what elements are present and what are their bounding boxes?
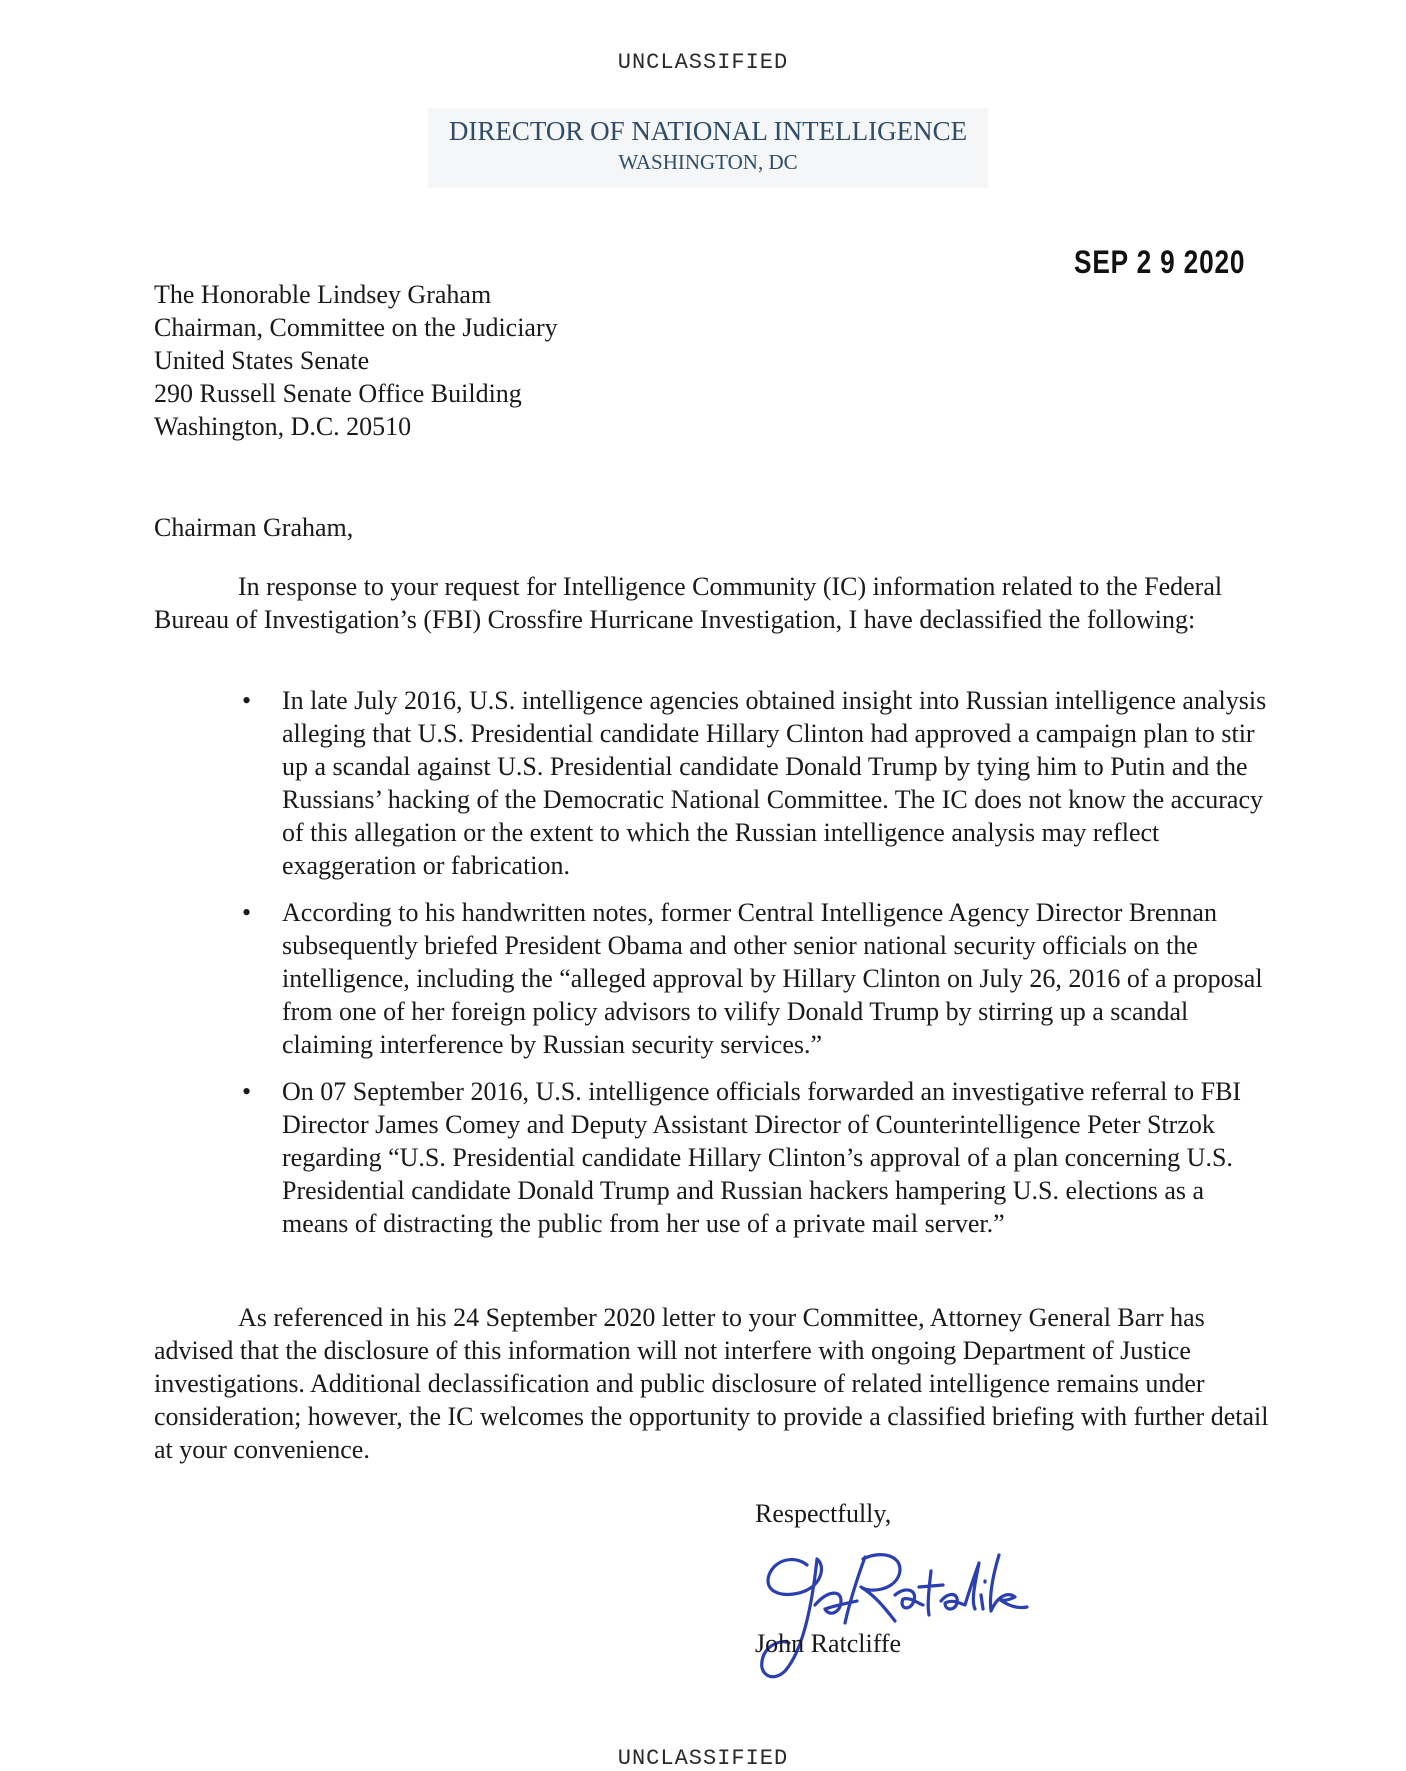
date-stamp: SEP 2 9 2020: [1074, 244, 1246, 280]
bullet-icon: •: [242, 1077, 252, 1106]
addressee-line: United States Senate: [154, 346, 370, 375]
closing-paragraph: As referenced in his 24 September 2020 letter to your Committee, Attorney General Barr has advised that the disclosure of this information will not interfere with ongoing Department of Justice investigations. Additional declassification and public disclosure of related intelligence remains under consideration; however, the IC welcomes the opportunity to provide a classified briefing with further detail at your convenience.: [154, 1303, 1269, 1464]
list-item: [154, 684, 1274, 882]
bullet-icon: •: [242, 898, 252, 927]
list-item-text: On 07 September 2016, U.S. intelligence officials forwarded an investigative referral to FBI Director James Comey and Deputy Assistant Director of Counterintelligence Peter Strzok regarding “U.S. Presidential candidate Hillary Clinton’s approval of a plan concerning U.S. Presidential candidate Donald Trump and Russian hackers hampering U.S. elections as a means of distracting the public from her use of a private mail server.”: [282, 1077, 1242, 1238]
letterhead-city: WASHINGTON, DC: [618, 150, 798, 174]
addressee-block: [154, 278, 558, 443]
classification-footer: UNCLASSIFIED: [617, 1746, 789, 1771]
addressee-line: Chairman, Committee on the Judiciary: [154, 313, 558, 342]
closing-salutation: Respectfully,: [755, 1499, 892, 1528]
classification-header: UNCLASSIFIED: [617, 50, 789, 75]
letterhead: [428, 108, 988, 188]
list-item: [154, 896, 1274, 1061]
signer-name: John Ratcliffe: [755, 1629, 902, 1658]
handwritten-signature: [745, 1535, 1045, 1685]
addressee-line: The Honorable Lindsey Graham: [154, 280, 492, 309]
salutation: Chairman Graham,: [154, 513, 354, 542]
addressee-line: 290 Russell Senate Office Building: [154, 379, 522, 408]
list-item: [154, 1075, 1274, 1240]
list-item-text: According to his handwritten notes, former Central Intelligence Agency Director Brennan subsequently briefed President Obama and other senior national security officials on the intelligence, including the “alleged approval by Hillary Clinton on July 26, 2016 of a proposal from one of her foreign policy advisors to vilify Donald Trump by stirring up a scandal claiming interference by Russian security services.”: [282, 898, 1263, 1059]
intro-paragraph: In response to your request for Intelligence Community (IC) information related to the Federal Bureau of Investigation’s (FBI) Crossfire Hurricane Investigation, I have declassified the following:: [154, 572, 1223, 634]
bullet-icon: •: [242, 686, 252, 715]
addressee-line: Washington, D.C. 20510: [154, 412, 412, 441]
list-item-text: In late July 2016, U.S. intelligence agencies obtained insight into Russian intelligence analysis alleging that U.S. Presidential candidate Hillary Clinton had approved a campaign plan to stir up a scandal against U.S. Presidential candidate Donald Trump by tying him to Putin and the Russians’ hacking of the Democratic National Committee. The IC does not know the accuracy of this allegation or the extent to which the Russian intelligence analysis may reflect exaggeration or fabrication.: [282, 686, 1267, 880]
declassified-items-list: [154, 684, 1274, 1254]
letterhead-agency: DIRECTOR OF NATIONAL INTELLIGENCE: [448, 116, 968, 146]
